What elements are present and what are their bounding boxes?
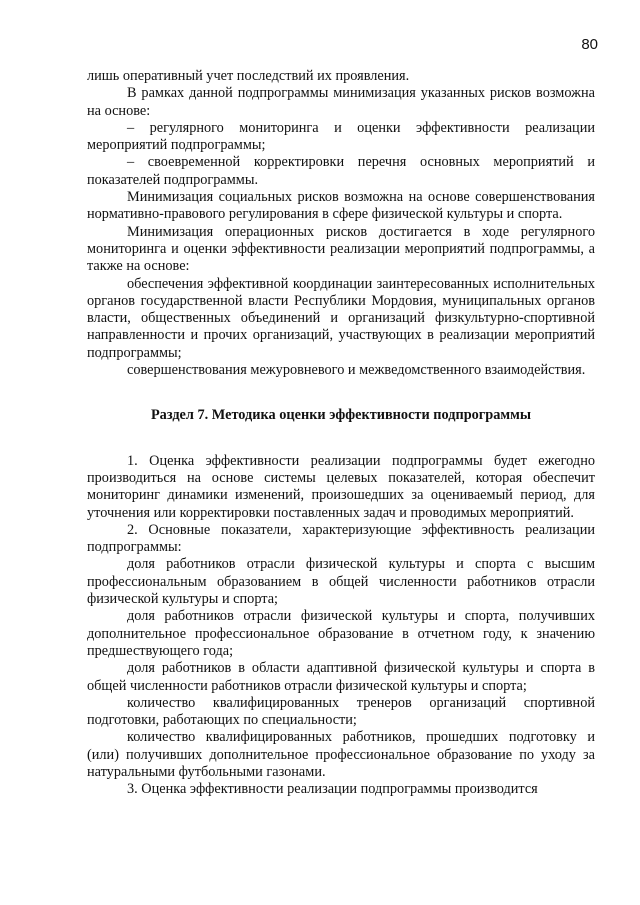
page-number: 80: [581, 36, 598, 53]
list-item: обеспечения эффективной координации заинтересованных исполнительных органов государственной власти Республики Мордовия, муниципальных органов власти, общественных объединений и организаций физкультурно-спортивной направленности и прочих организаций, участвующих в реализации мероприятий подпрограммы;: [87, 275, 595, 361]
paragraphs-top: [87, 68, 595, 379]
paragraphs-bottom: [87, 453, 595, 799]
list-item: – своевременной корректировки перечня основных мероприятий и показателей подпрограммы.: [87, 154, 595, 188]
list-item: доля работников в области адаптивной физической культуры и спорта в общей численности работников отрасли физической культуры и спорта;: [87, 660, 595, 694]
list-item: количество квалифицированных работников, прошедших подготовку и (или) получивших дополнительное профессиональное образование по уходу за натуральными футбольными газонами.: [87, 729, 595, 780]
list-item: – регулярного мониторинга и оценки эффективности реализации мероприятий подпрограммы;: [87, 119, 595, 154]
section-heading: Раздел 7. Методика оценки эффективности подпрограммы: [150, 407, 532, 424]
list-item: совершенствования межуровневого и межведомственного взаимодействия.: [127, 362, 586, 379]
list-item: количество квалифицированных тренеров организаций спортивной подготовки, работающих по специальности;: [87, 694, 595, 729]
paragraph: лишь оперативный учет последствий их проявления.: [87, 68, 410, 84]
list-item: доля работников отрасли физической культуры и спорта, получивших дополнительное профессиональное образование в отчетном году, к значению предшествующего года;: [87, 608, 595, 659]
paragraph: Минимизация социальных рисков возможна на основе совершенствования нормативно-правового регулирования в сфере физической культуры и спорта.: [87, 189, 595, 223]
paragraph: 1. Оценка эффективности реализации подпрограммы будет ежегодно производиться на основе системы целевых показателей, которая обеспечит мониторинг динамики изменений, произошедших за оцениваемый период, для уточнения или корректировки поставленных задач и проводимых мероприятий.: [87, 452, 595, 521]
paragraph: 3. Оценка эффективности реализации подпрограммы производится: [127, 781, 538, 798]
list-item: доля работников отрасли физической культуры и спорта с высшим профессиональным образованием в общей численности работников отрасли физической культуры и спорта;: [87, 556, 595, 608]
paragraph: 2. Основные показатели, характеризующие эффективность реализации подпрограммы:: [87, 521, 595, 556]
paragraph: Минимизация операционных рисков достигается в ходе регулярного мониторинга и оценки эффективности реализации мероприятий подпрограммы, а также на основе:: [87, 223, 595, 275]
paragraph: В рамках данной подпрограммы минимизация указанных рисков возможна на основе:: [87, 85, 595, 119]
document-body: [87, 68, 595, 799]
